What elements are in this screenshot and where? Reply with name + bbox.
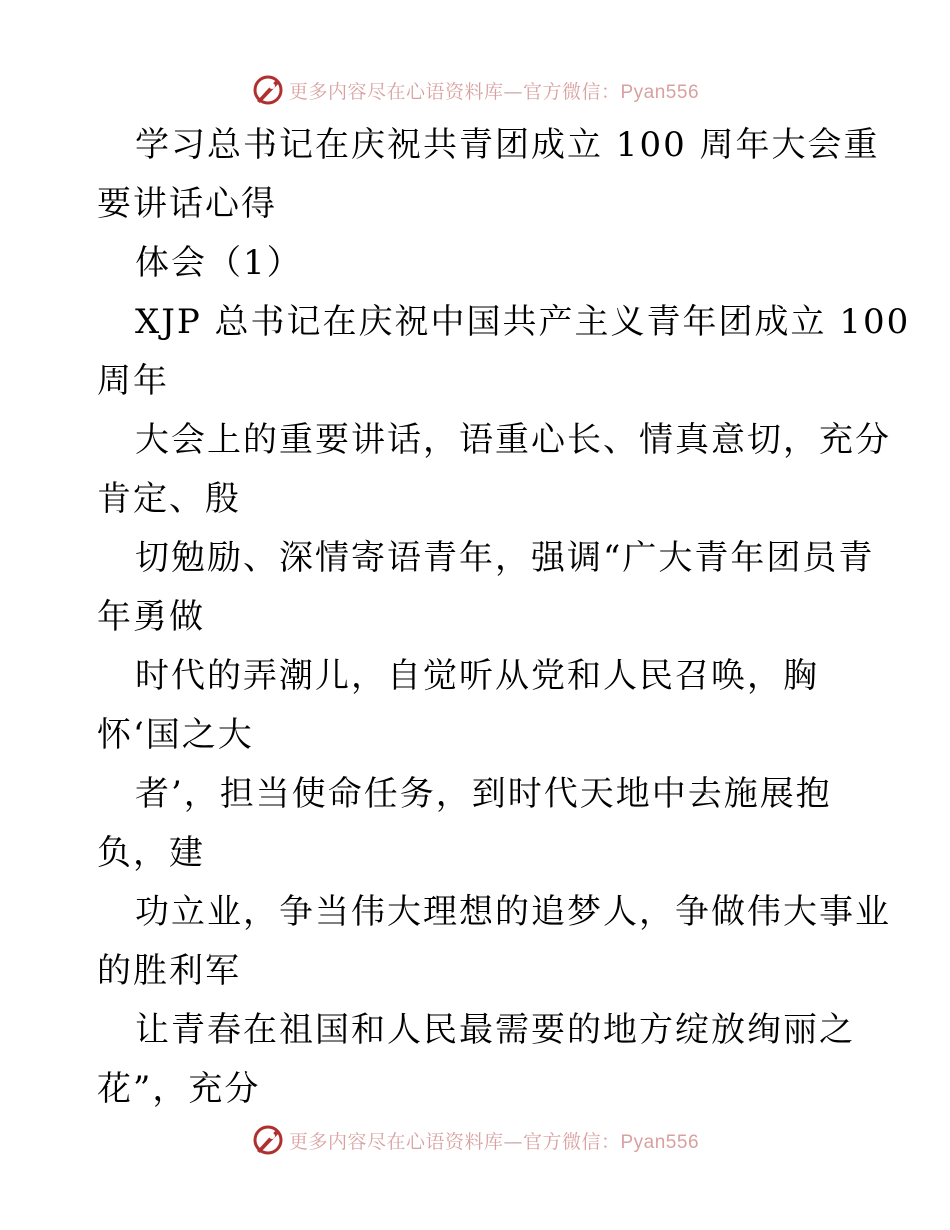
quill-pen-circle-icon	[251, 1123, 285, 1157]
footer-watermark	[0, 1120, 950, 1160]
text-line: 学习总书记在庆祝共青团成立 100 周年大会重	[135, 125, 880, 165]
text-line: 功立业，争当伟大理想的追梦人，争做伟大事业	[135, 892, 891, 932]
text-line: 的胜利军	[97, 951, 241, 991]
text-line: 让青春在祖国和人民最需要的地方绽放绚丽之	[135, 1010, 855, 1050]
text-line: 切勉励、深情寄语青年，强调“广大青年团员青	[135, 538, 875, 578]
text-line: 大会上的重要讲话，语重心长、情真意切，充分	[135, 420, 891, 460]
header-watermark	[0, 70, 950, 110]
watermark-text	[289, 77, 699, 104]
text-line: 肯定、殷	[97, 479, 241, 519]
text-line: 怀‘国之大	[97, 715, 254, 755]
watermark-dash: —	[503, 80, 523, 103]
text-line: 花”，充分	[97, 1069, 261, 1109]
watermark-dash: —	[503, 1130, 523, 1153]
watermark-wechat-label: 官方微信：	[522, 80, 621, 103]
text-line: 负，建	[97, 833, 205, 873]
text-line: XJP 总书记在庆祝中国共产主义青年团成立 100	[135, 302, 911, 342]
text-line: 年勇做	[97, 597, 205, 637]
watermark-text	[289, 1127, 699, 1154]
watermark-wechat-id: Pyan556	[620, 1131, 700, 1153]
text-line: 要讲话心得	[97, 184, 277, 224]
watermark-wechat-id: Pyan556	[620, 81, 700, 103]
text-line: 周年	[97, 361, 169, 401]
text-line: 体会（1）	[135, 243, 303, 283]
watermark-site: 更多内容尽在心语资料库	[288, 80, 504, 103]
quill-pen-circle-icon	[251, 73, 285, 107]
document-body	[0, 116, 950, 1119]
watermark-wechat-label: 官方微信：	[522, 1130, 621, 1153]
text-line: 时代的弄潮儿，自觉听从党和人民召唤，胸	[135, 656, 819, 696]
watermark-site: 更多内容尽在心语资料库	[288, 1130, 504, 1153]
text-line: 者’，担当使命任务，到时代天地中去施展抱	[135, 774, 832, 814]
